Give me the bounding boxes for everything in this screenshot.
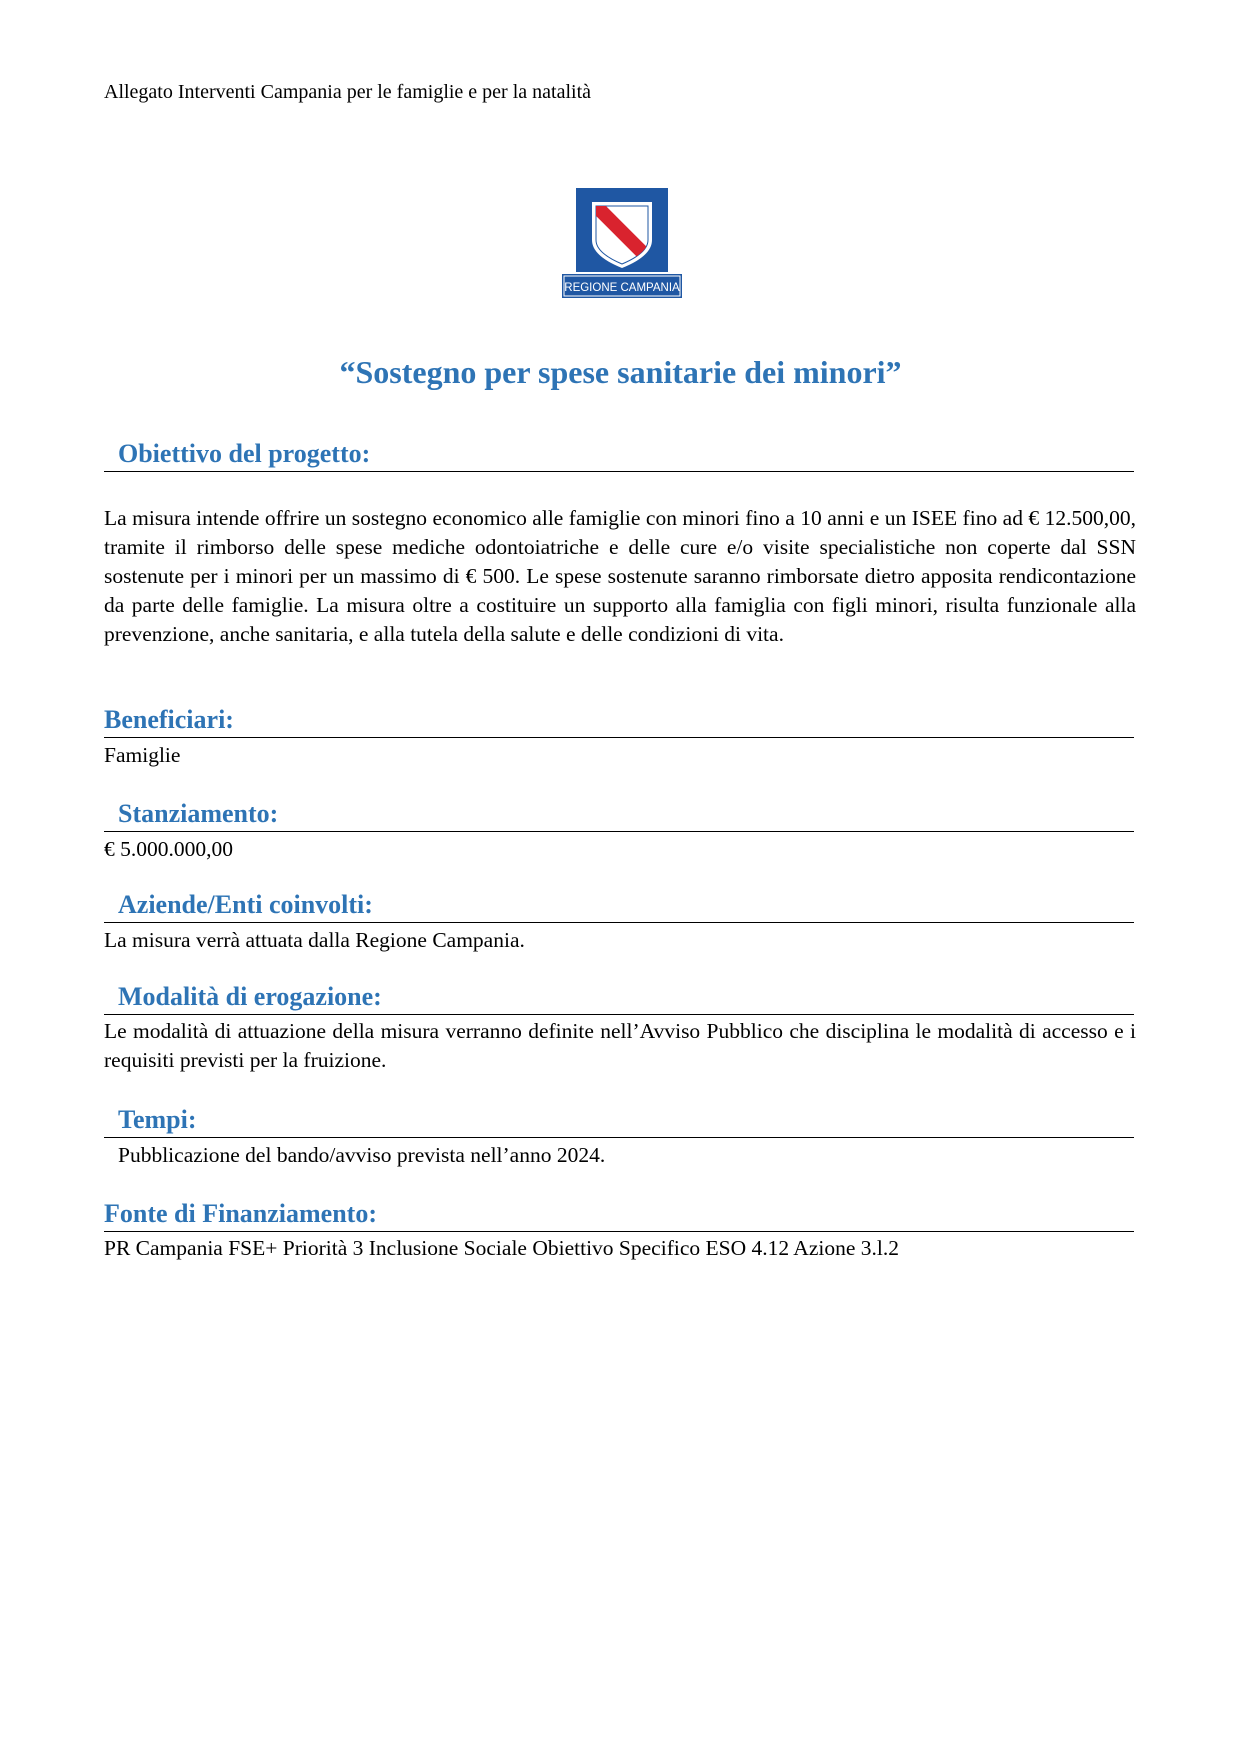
logo-text: REGIONE CAMPANIA <box>564 282 680 294</box>
regione-campania-logo <box>560 188 684 306</box>
heading-aziende: Aziende/Enti coinvolti: <box>118 890 373 919</box>
document-header: Allegato Interventi Campania per le famiglie e per la natalità <box>104 81 592 103</box>
text-aziende: La misura verrà attuata dalla Regione Campania. <box>104 928 525 952</box>
rule-tempi <box>104 1137 1134 1138</box>
rule-fonte <box>104 1231 1134 1232</box>
text-modalita: Le modalità di attuazione della misura verranno definite nell’Avviso Pubblico che disciplina le modalità di accesso e i requisiti previsti per la fruizione. <box>104 1019 1136 1072</box>
rule-aziende <box>104 922 1134 923</box>
text-beneficiari: Famiglie <box>104 743 181 767</box>
rule-beneficiari <box>104 737 1134 738</box>
text-obiettivo: La misura intende offrire un sostegno economico alle famiglie con minori fino a 10 anni e un ISEE fino ad € 12.500,00, tramite il rimborso delle spese mediche odontoiatriche e delle cure e/o visite specialistiche non coperte dal SSN sostenute per i minori per un massimo di € 500. Le spese sostenute saranno rimborsate dietro apposita rendicontazione da parte delle famiglie. La misura oltre a costituire un supporto alla famiglia con figli minori, risulta funzionale alla prevenzione, anche sanitaria, e alla tutela della salute e delle condizioni di vita. <box>104 506 1136 646</box>
text-stanziamento: € 5.000.000,00 <box>104 837 233 861</box>
rule-obiettivo <box>104 471 1134 472</box>
heading-fonte: Fonte di Finanziamento: <box>104 1199 377 1228</box>
heading-obiettivo: Obiettivo del progetto: <box>118 439 371 468</box>
text-tempi: Pubblicazione del bando/avviso prevista nell’anno 2024. <box>118 1143 606 1167</box>
rule-modalita <box>104 1014 1134 1015</box>
heading-modalita: Modalità di erogazione: <box>118 982 382 1011</box>
text-fonte: PR Campania FSE+ Priorità 3 Inclusione Sociale Obiettivo Specifico ESO 4.12 Azione 3.l.2 <box>104 1236 899 1260</box>
heading-stanziamento: Stanziamento: <box>118 799 279 828</box>
heading-beneficiari: Beneficiari: <box>104 705 234 734</box>
heading-tempi: Tempi: <box>118 1105 197 1134</box>
rule-stanziamento <box>104 831 1134 832</box>
document-title: “Sostegno per spese sanitarie dei minori” <box>339 354 902 390</box>
